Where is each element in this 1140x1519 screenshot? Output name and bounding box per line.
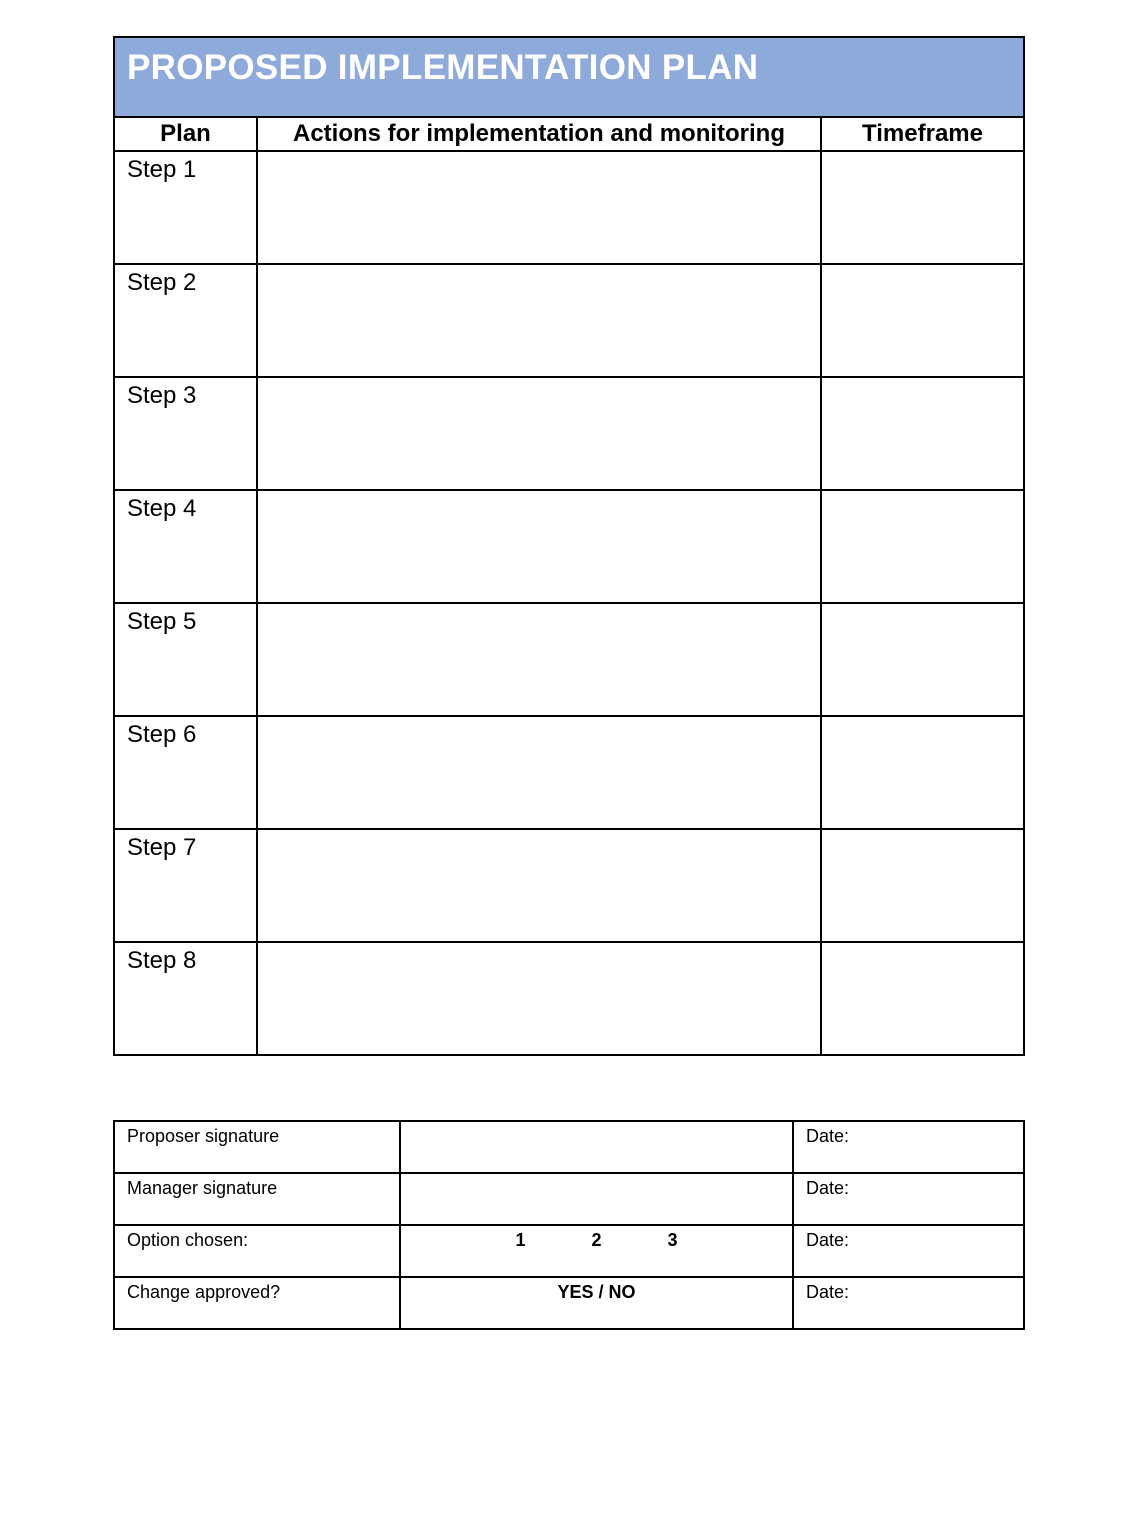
option-chosen-label: Option chosen: [114,1225,400,1277]
table-row [114,377,1024,490]
date-field[interactable]: Date: [793,1173,1024,1225]
step-label: Step 1 [114,151,257,264]
actions-cell[interactable] [257,151,821,264]
table-row [114,264,1024,377]
actions-cell[interactable] [257,490,821,603]
timeframe-cell[interactable] [821,603,1024,716]
manager-signature-field[interactable] [400,1173,793,1225]
timeframe-cell[interactable] [821,490,1024,603]
timeframe-cell[interactable] [821,716,1024,829]
option-choices [400,1225,793,1277]
plan-title: PROPOSED IMPLEMENTATION PLAN [114,37,1024,117]
step-label: Step 6 [114,716,257,829]
table-row [114,490,1024,603]
column-header-timeframe: Timeframe [821,117,1024,151]
timeframe-cell[interactable] [821,942,1024,1055]
actions-cell[interactable] [257,603,821,716]
signoff-table [113,1120,1025,1330]
table-row [114,603,1024,716]
signoff-row [114,1173,1024,1225]
date-field[interactable]: Date: [793,1121,1024,1173]
column-header-plan: Plan [114,117,257,151]
actions-cell[interactable] [257,377,821,490]
signoff-row [114,1121,1024,1173]
actions-cell[interactable] [257,716,821,829]
proposer-signature-label: Proposer signature [114,1121,400,1173]
table-row [114,151,1024,264]
table-row [114,829,1024,942]
option-2[interactable]: 2 [591,1230,602,1250]
step-label: Step 8 [114,942,257,1055]
date-field[interactable]: Date: [793,1225,1024,1277]
actions-cell[interactable] [257,829,821,942]
actions-cell[interactable] [257,942,821,1055]
timeframe-cell[interactable] [821,377,1024,490]
actions-cell[interactable] [257,264,821,377]
column-header-actions: Actions for implementation and monitoring [257,117,821,151]
signoff-row [114,1225,1024,1277]
timeframe-cell[interactable] [821,829,1024,942]
table-row [114,942,1024,1055]
timeframe-cell[interactable] [821,151,1024,264]
step-label: Step 3 [114,377,257,490]
step-label: Step 7 [114,829,257,942]
proposer-signature-field[interactable] [400,1121,793,1173]
manager-signature-label: Manager signature [114,1173,400,1225]
implementation-plan-table [113,36,1025,1056]
signoff-row [114,1277,1024,1329]
yes-no-choice[interactable]: YES / NO [400,1277,793,1329]
step-label: Step 2 [114,264,257,377]
option-3[interactable]: 3 [667,1230,678,1250]
timeframe-cell[interactable] [821,264,1024,377]
option-1[interactable]: 1 [515,1230,526,1250]
step-label: Step 5 [114,603,257,716]
step-label: Step 4 [114,490,257,603]
change-approved-label: Change approved? [114,1277,400,1329]
table-row [114,716,1024,829]
date-field[interactable]: Date: [793,1277,1024,1329]
